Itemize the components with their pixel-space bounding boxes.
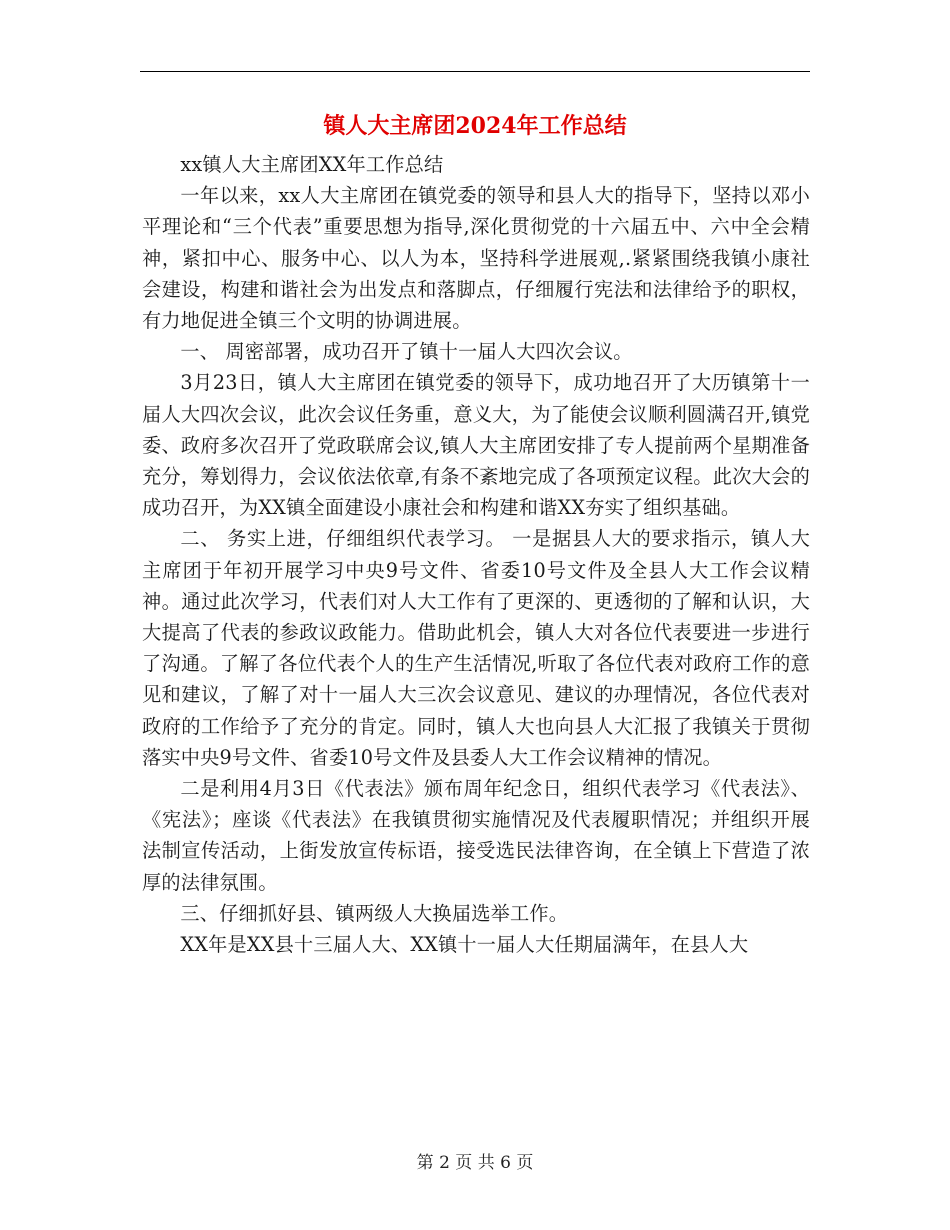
section-heading-3: 三、仔细抓好县、镇两级人大换届选举工作。 bbox=[180, 901, 569, 925]
intro-paragraph: 一年以来，xx人大主席团在镇党委的领导和县人大的指导下，坚持以邓小平理论和“三个代表”重要思想为指导,深化贯彻党的十六届五中、六中全会精神，紧扣中心、服务中心、以人为本，坚持科学进展观,.紧紧围绕我镇小康社会建设，构建和谐社会为出发点和落脚点，仔细履行宪法和法律给予的职权，有力地促进全镇三个文明的协调进展。 bbox=[142, 184, 810, 333]
body-paragraph: 二是利用4月3日《代表法》颁布周年纪念日，组织代表学习《代表法》、《宪法》；座谈《代表法》在我镇贯彻实施情况及代表履职情况；并组织开展法制宣传活动，上街发放宣传标语，接受选民法律咨询，在全镇上下营造了浓厚的法律氛围。 bbox=[142, 777, 810, 894]
header-rule bbox=[140, 71, 810, 72]
subtitle-paragraph: xx镇人大主席团XX年工作总结 bbox=[180, 153, 444, 176]
document-body bbox=[142, 149, 810, 960]
body-paragraph: 3月23日，镇人大主席团在镇党委的领导下，成功地召开了大历镇第十一届人大四次会议，此次会议任务重，意义大，为了能使会议顺利圆满召开,镇党委、政府多次召开了党政联席会议,镇人大主席团安排了专人提前两个星期准备充分，筹划得力，会议依法依章,有条不紊地完成了各项预定议程。此次大会的成功召开，为XX镇全面建设小康社会和构建和谐XX夯实了组织基础。 bbox=[142, 371, 810, 520]
page-number: 第 2 页 共 6 页 bbox=[416, 1153, 534, 1173]
document-title: 镇人大主席团2024年工作总结 bbox=[323, 113, 627, 139]
section-heading-1: 一、 周密部署，成功召开了镇十一届人大四次会议。 bbox=[180, 340, 633, 364]
section-heading-2-paragraph: 二、 务实上进，仔细组织代表学习。 一是据县人大的要求指示，镇人大主席团于年初开展学习中央9号文件、省委10号文件及全县人大工作会议精神。通过此次学习，代表们对人大工作有了更深的、更透彻的了解和认识，大大提高了代表的参政议政能力。借助此机会，镇人大对各位代表要进一步进行了沟通。了解了各位代表个人的生产生活情况,听取了各位代表对政府工作的意见和建议，了解了对十一届人大三次会议意见、建议的办理情况，各位代表对政府的工作给予了充分的肯定。同时，镇人大也向县人大汇报了我镇关于贯彻落实中央9号文件、省委10号文件及县委人大工作会议精神的情况。 bbox=[142, 527, 810, 769]
body-paragraph: XX年是XX县十三届人大、XX镇十一届人大任期届满年，在县人大 bbox=[180, 933, 749, 957]
